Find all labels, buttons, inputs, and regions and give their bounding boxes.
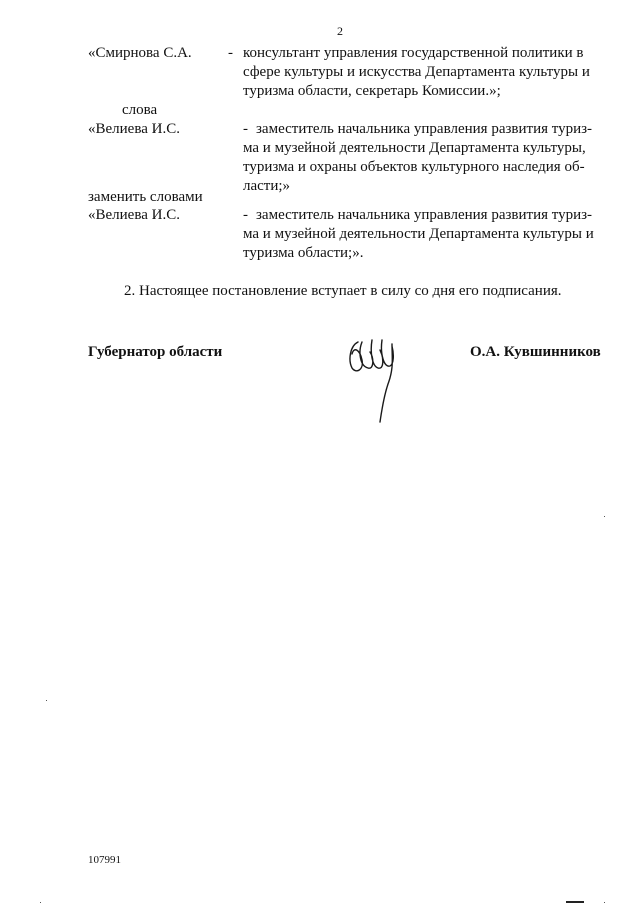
page-number: 2	[337, 24, 343, 38]
word-replace: заменить словами	[88, 189, 203, 205]
entry-desc-line: ма и музейной деятельности Департамента культуры,	[243, 140, 586, 156]
scan-speck	[604, 902, 605, 903]
document-number: 107991	[88, 854, 121, 866]
entry-desc-line: сфере культуры и искусства Департамента культуры и	[243, 64, 590, 80]
scan-speck	[604, 516, 605, 517]
handwritten-signature	[340, 332, 412, 428]
entry-dash: -	[243, 121, 248, 137]
signature-signer-name: О.А. Кувшинников	[470, 344, 601, 360]
entry-name-velieva-old: «Велиева И.С.	[88, 121, 180, 137]
entry-desc-line: туризма области;».	[243, 245, 364, 261]
scan-speck	[46, 700, 47, 701]
entry-dash: -	[243, 207, 248, 223]
paragraph-effective-date: 2. Настоящее постановление вступает в силу со дня его подписания.	[124, 283, 562, 299]
entry-desc-line: консультант управления государственной политики в	[243, 45, 584, 61]
entry-desc-line: туризма области, секретарь Комиссии.»;	[243, 83, 501, 99]
entry-dash: -	[228, 45, 233, 61]
entry-desc-line: заместитель начальника управления развития туриз-	[256, 207, 593, 223]
signature-position: Губернатор области	[88, 344, 223, 360]
entry-desc-line: заместитель начальника управления развития туриз-	[256, 121, 593, 137]
scan-mark	[566, 901, 584, 903]
word-slova: слова	[122, 102, 158, 118]
entry-desc-line: ласти;»	[243, 178, 291, 194]
entry-name-smirnova: «Смирнова С.А.	[88, 45, 192, 61]
entry-desc-line: туризма и охраны объектов культурного наследия об-	[243, 159, 585, 175]
entry-desc-line: ма и музейной деятельности Департамента культуры и	[243, 226, 594, 242]
entry-name-velieva-new: «Велиева И.С.	[88, 207, 180, 223]
scan-speck	[40, 902, 41, 903]
